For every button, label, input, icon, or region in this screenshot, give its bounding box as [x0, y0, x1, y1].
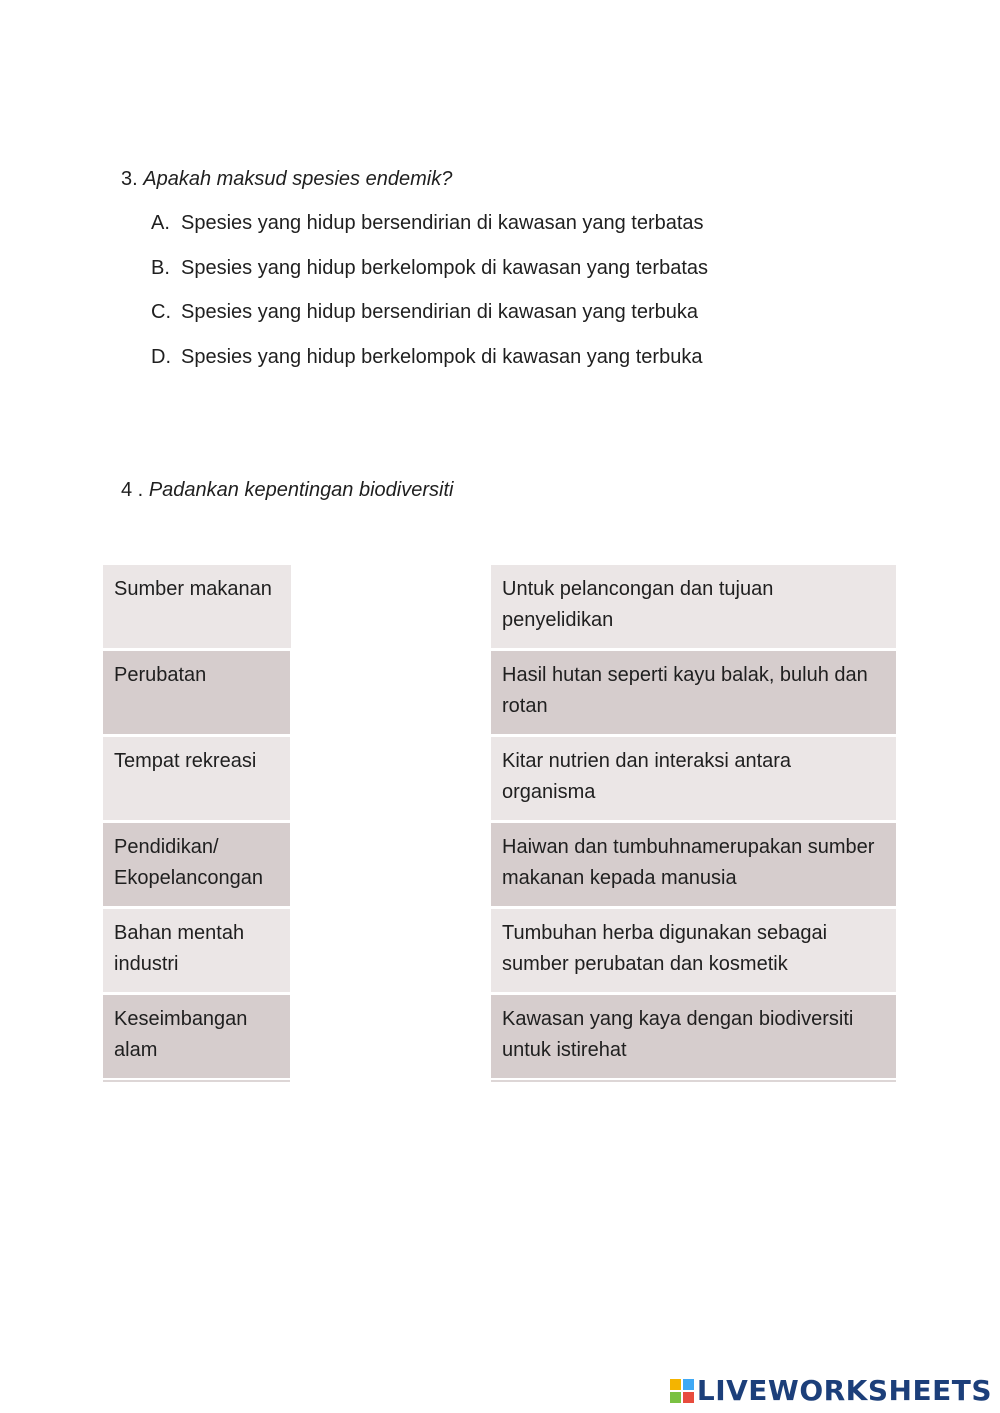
match-left-item[interactable]: Pendidikan/ Ekopelancongan — [103, 823, 290, 909]
match-left-item[interactable]: Keseimbangan alam — [103, 995, 290, 1081]
question-3-number: 3. — [121, 168, 138, 190]
column-bottom-line — [103, 1080, 290, 1082]
option-text: Spesies yang hidup bersendirian di kawasan yang terbatas — [181, 212, 704, 234]
option-b[interactable] — [151, 257, 708, 280]
logo-text: LIVEWORKSHEETS — [696, 1374, 992, 1407]
option-d[interactable] — [151, 346, 702, 369]
logo-square — [683, 1392, 694, 1403]
match-right-item[interactable]: Haiwan dan tumbuhnamerupakan sumber makanan kepada manusia — [491, 823, 896, 909]
question-4-text: Padankan kepentingan biodiversiti — [148, 479, 454, 501]
option-letter: B. — [151, 257, 170, 279]
option-letter: A. — [151, 212, 170, 234]
option-text: Spesies yang hidup berkelompok di kawasan yang terbuka — [181, 346, 703, 368]
match-right-item[interactable]: Untuk pelancongan dan tujuan penyelidikan — [491, 565, 896, 651]
question-3-title — [121, 168, 452, 191]
match-right-item[interactable]: Kitar nutrien dan interaksi antara organisma — [491, 737, 896, 823]
match-right-item[interactable]: Hasil hutan seperti kayu balak, buluh dan rotan — [491, 651, 896, 737]
match-left-item[interactable]: Tempat rekreasi — [103, 737, 290, 823]
logo-grid-icon — [670, 1379, 694, 1403]
match-right-item[interactable]: Tumbuhan herba digunakan sebagai sumber perubatan dan kosmetik — [491, 909, 896, 995]
logo-square — [670, 1392, 681, 1403]
logo-square — [683, 1379, 694, 1390]
question-3-text: Apakah maksud spesies endemik? — [143, 168, 453, 190]
match-left-column — [103, 565, 290, 1082]
column-bottom-line — [491, 1080, 896, 1082]
match-right-item[interactable]: Kawasan yang kaya dengan biodiversiti untuk istirehat — [491, 995, 896, 1081]
match-left-item[interactable]: Perubatan — [103, 651, 290, 737]
option-a[interactable] — [151, 212, 704, 235]
match-left-item[interactable]: Bahan mentah industri — [103, 909, 290, 995]
question-4-title — [121, 479, 453, 502]
match-left-item[interactable]: Sumber makanan — [103, 565, 291, 651]
option-text: Spesies yang hidup bersendirian di kawasan yang terbuka — [181, 301, 699, 323]
option-letter: D. — [151, 346, 171, 368]
match-right-column — [491, 565, 896, 1082]
option-letter: C. — [151, 301, 171, 323]
logo-square — [670, 1379, 681, 1390]
question-4-number: 4 . — [121, 479, 144, 501]
option-c[interactable] — [151, 301, 698, 324]
liveworksheets-logo — [670, 1374, 992, 1407]
option-text: Spesies yang hidup berkelompok di kawasan yang terbatas — [181, 257, 708, 279]
